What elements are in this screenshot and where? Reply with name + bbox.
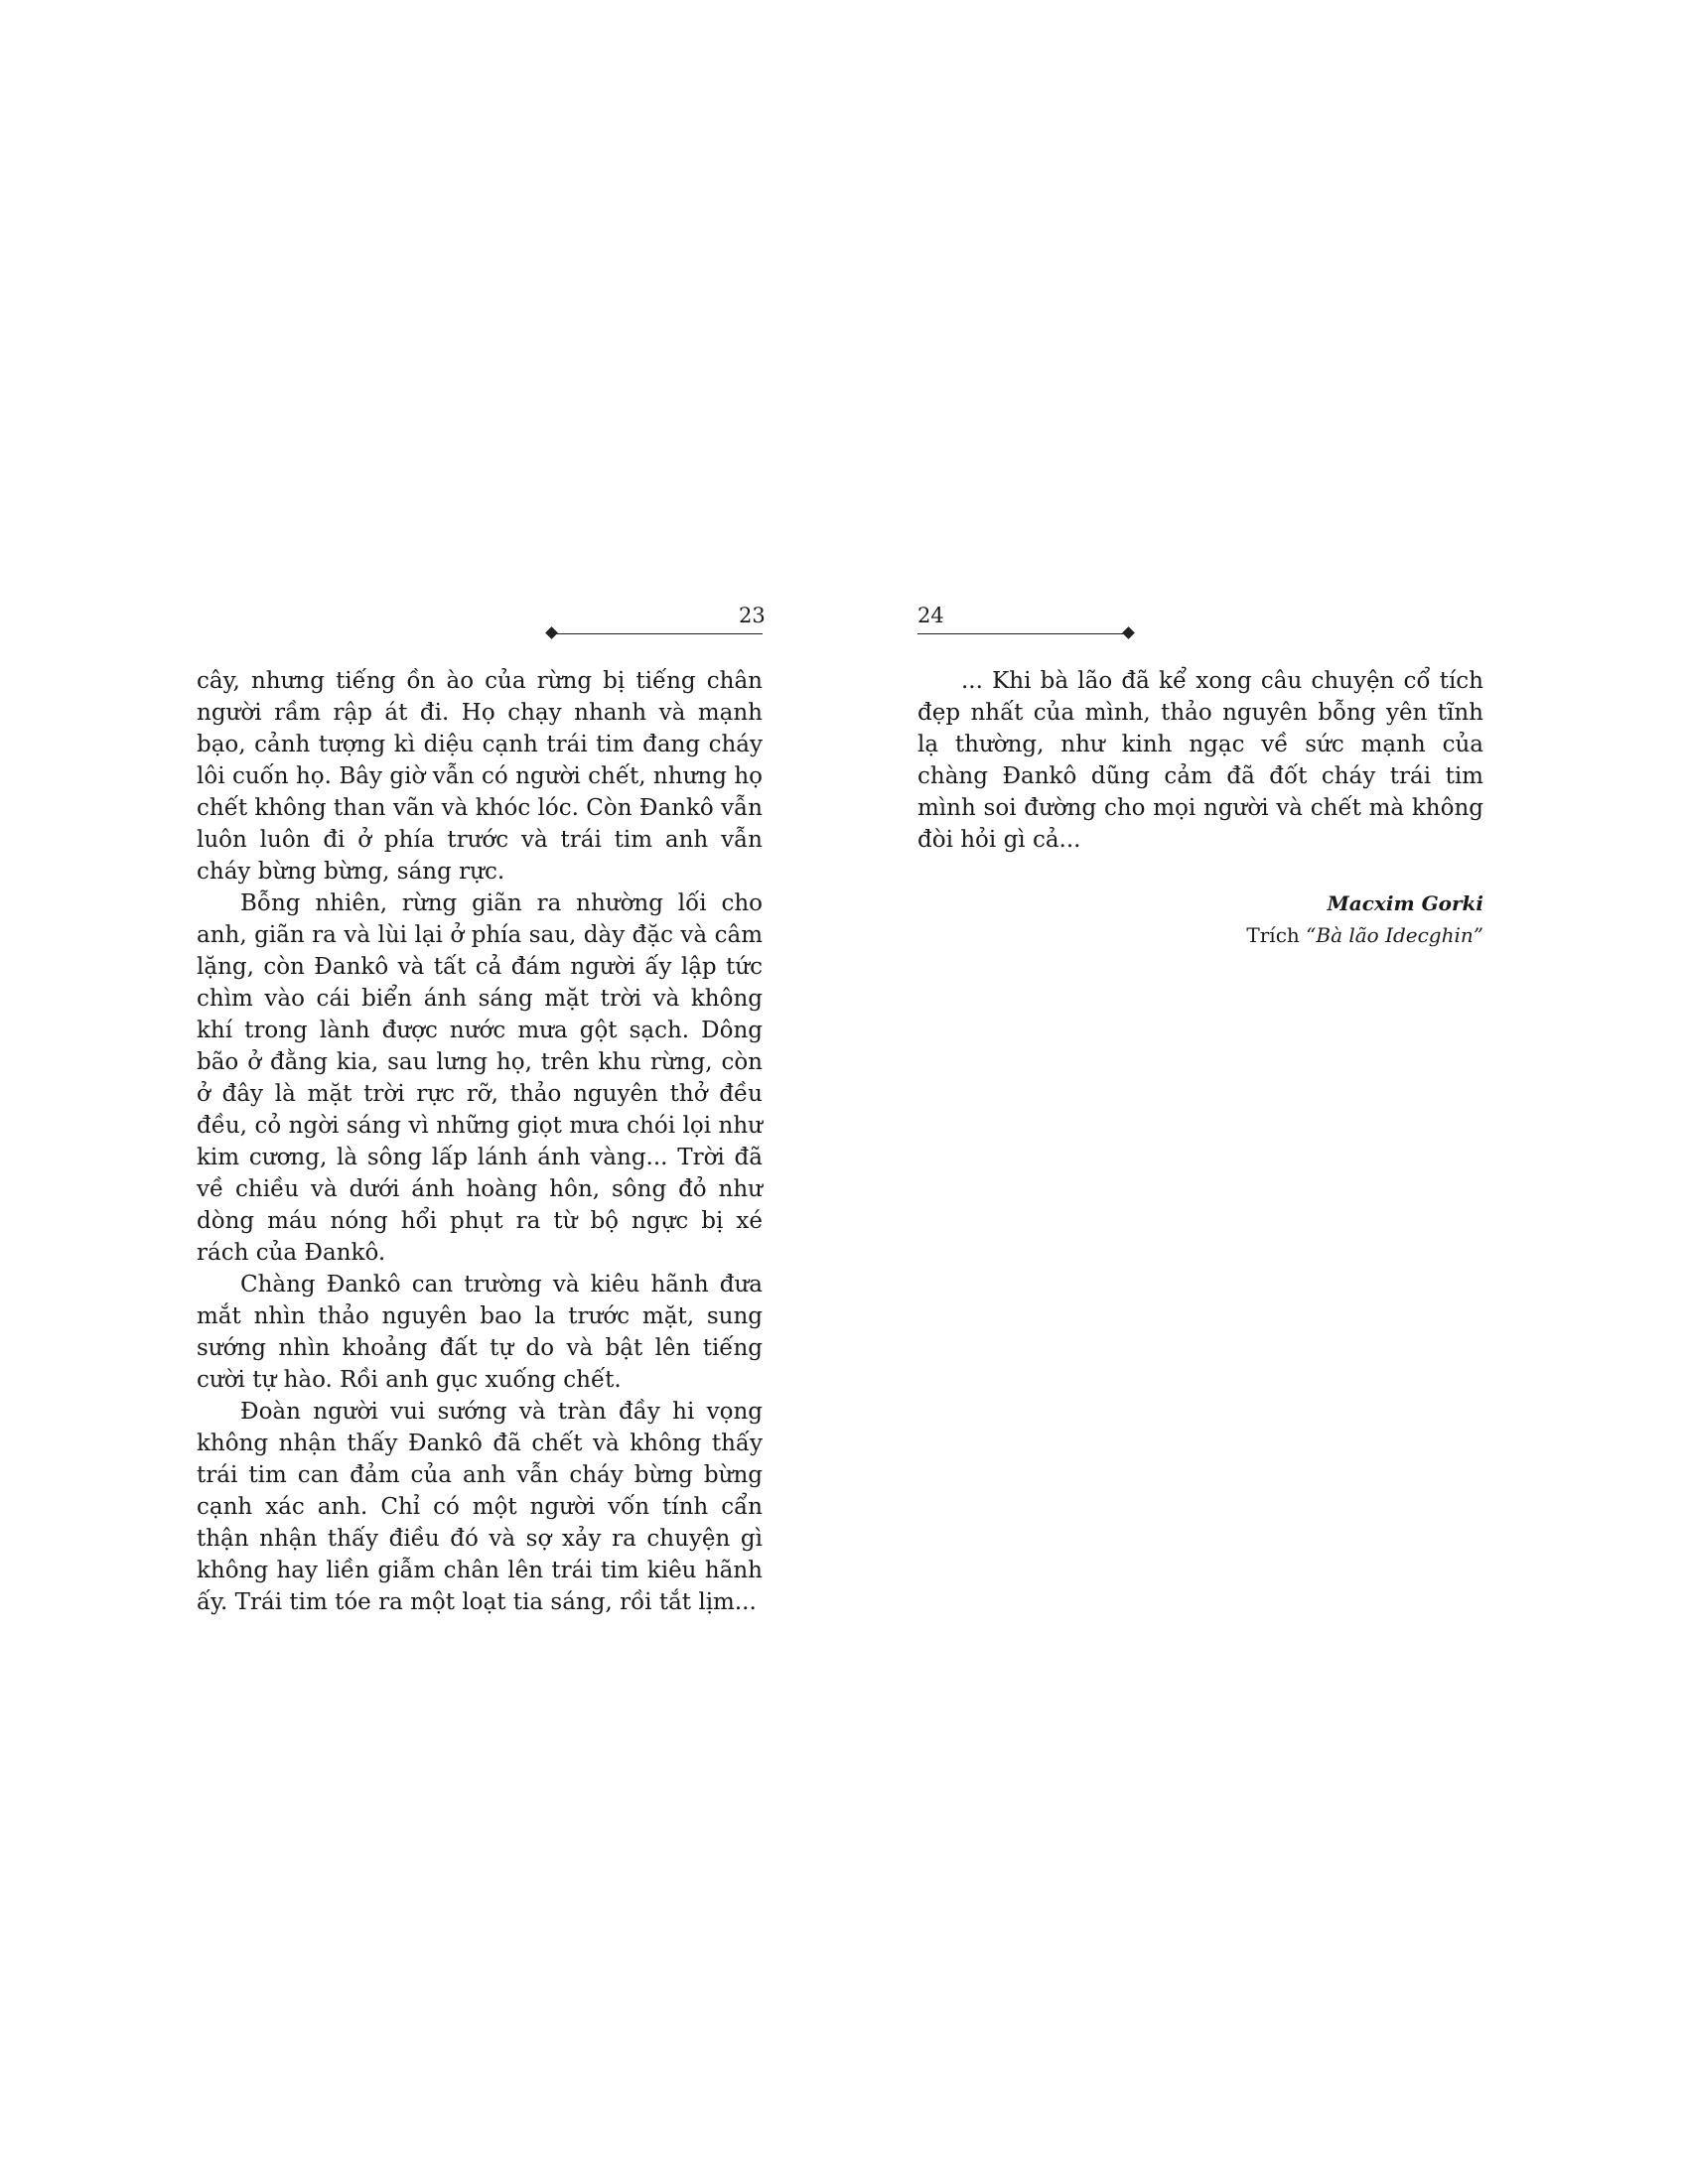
source-title: “Bà lão Idecghin” bbox=[1306, 923, 1483, 947]
diamond-ornament-icon bbox=[545, 626, 558, 639]
left-page-body bbox=[197, 665, 763, 1618]
paragraph: ... Khi bà lão đã kể xong câu chuyện cổ tích đẹp nhất của mình, thảo nguyên bỗng yên tĩnh lạ thường, như kinh ngạc về sức mạnh của chàng Đankô dũng cảm đã đốt cháy trái tim mình soi đường cho mọi người và chết mà không đòi hỏi gì cả... bbox=[917, 668, 1483, 853]
author-name: Macxim Gorki bbox=[1327, 891, 1483, 915]
source-prefix: Trích bbox=[1246, 923, 1300, 947]
paragraph: Chàng Đankô can trường và kiêu hãnh đưa mắt nhìn thảo nguyên bao la trước mặt, sung sướng nhìn khoảng đất tự do và bật lên tiếng cười tự hào. Rồi anh gục xuống chết. bbox=[197, 1272, 763, 1393]
header-rule-right bbox=[917, 633, 1128, 634]
page-number-left: 23 bbox=[739, 604, 766, 627]
right-page-body bbox=[917, 665, 1483, 856]
paragraph: Đoàn người vui sướng và tràn đầy hi vọng không nhận thấy Đankô đã chết và không thấy trái tim can đảm của anh vẫn cháy bừng bừng cạnh xác anh. Chỉ có một người vốn tính cẩn thận nhận thấy điều đó và sợ xảy ra chuyện gì không hay liền giẫm chân lên trái tim kiêu hãnh ấy. Trái tim tóe ra một loạt tia sáng, rồi tắt lịm... bbox=[197, 1399, 763, 1615]
paragraph: Bỗng nhiên, rừng giãn ra nhường lối cho anh, giãn ra và lùi lại ở phía sau, dày đặc và câm lặng, còn Đankô và tất cả đám người ấy lập tức chìm vào cái biển ánh sáng mặt trời và không khí trong lành được nước mưa gột sạch. Dông bão ở đằng kia, sau lưng họ, trên khu rừng, còn ở đây là mặt trời rực rỡ, thảo nguyên thở đều đều, cỏ ngời sáng vì những giọt mưa chói lọi như kim cương, là sông lấp lánh ánh vàng... Trời đã về chiều và dưới ánh hoàng hôn, sông đỏ như dòng máu nóng hổi phụt ra từ bộ ngực bị xé rách của Đankô. bbox=[197, 890, 763, 1266]
page-number-right: 24 bbox=[917, 604, 944, 627]
diamond-ornament-icon bbox=[1122, 626, 1135, 639]
paragraph: cây, nhưng tiếng ồn ào của rừng bị tiếng chân người rầm rập át đi. Họ chạy nhanh và mạnh bạo, cảnh tượng kì diệu cạnh trái tim đang cháy lôi cuốn họ. Bây giờ vẫn có người chết, nhưng họ chết không than vãn và khóc lóc. Còn Đankô vẫn luôn luôn đi ở phía trước và trái tim anh vẫn cháy bừng bừng, sáng rực. bbox=[197, 668, 763, 885]
signature-block bbox=[1246, 887, 1483, 951]
header-rule-left bbox=[552, 633, 763, 634]
source-citation bbox=[1246, 919, 1483, 951]
